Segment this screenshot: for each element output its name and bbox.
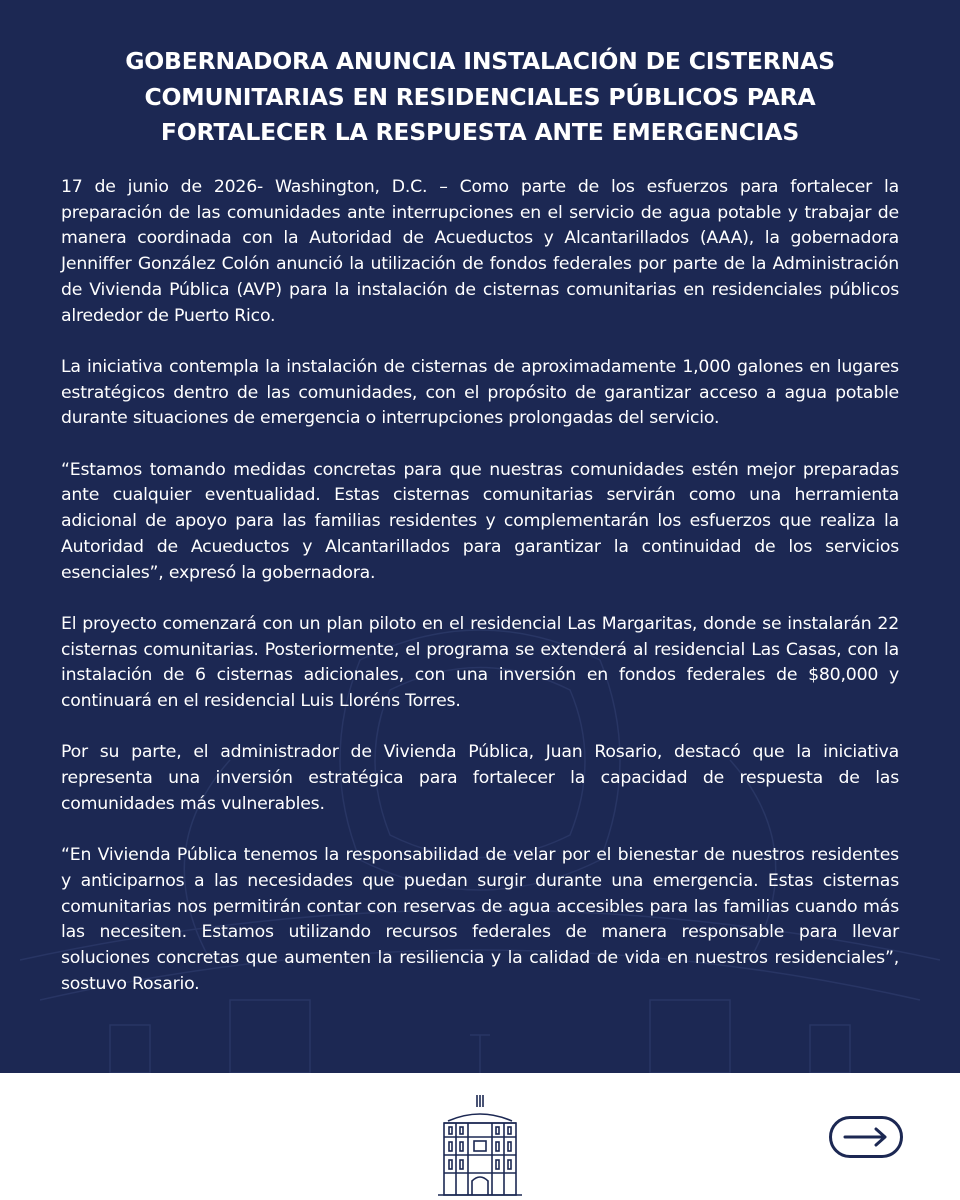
article-body	[61, 175, 899, 1023]
paragraph-administrator: Por su parte, el administrador de Vivienda Pública, Juan Rosario, destacó que la iniciativa representa una inversión estratégica para fortalecer la capacidad de respuesta de las comunidades más vulnerables.	[61, 742, 899, 814]
footer-bar	[0, 1073, 960, 1200]
next-button[interactable]	[829, 1116, 903, 1158]
paragraph-governor-quote: “Estamos tomando medidas concretas para que nuestras comunidades estén mejor preparadas ante cualquier eventualidad. Estas cisternas comunitarias servirán como una herramienta adicional de apoyo para las familias residentes y complementarán los esfuerzos que realiza la Autoridad de Acueductos y Alcantarillados para garantizar la continuidad de los servicios esenciales”, expresó la gobernadora.	[61, 459, 899, 583]
headline-line-1: GOBERNADORA ANUNCIA INSTALACIÓN DE CISTERNAS	[125, 47, 835, 75]
paragraph-administrator-quote: “En Vivienda Pública tenemos la responsabilidad de velar por el bienestar de nuestros residentes y anticiparnos a las necesidades que puedan surgir durante una emergencia. Estas cisternas comunitarias nos permitirán contar con reservas de agua accesibles para las familias cuando más las necesiten. Estamos utilizando recursos federales de manera responsable para llevar soluciones concretas que aumenten la resiliencia y la calidad de vida en nuestros residenciales”, sostuvo Rosario.	[61, 845, 899, 994]
paragraph-initiative: La iniciativa contempla la instalación de cisternas de aproximadamente 1,000 galones en lugares estratégicos dentro de las comunidades, con el propósito de garantizar acceso a agua potable durante situaciones de emergencia o interrupciones prolongadas del servicio.	[61, 356, 899, 429]
arrow-right-icon	[843, 1127, 889, 1147]
paragraph-project: El proyecto comenzará con un plan piloto en el residencial Las Margaritas, donde se instalarán 22 cisternas comunitarias. Posteriormente, el programa se extenderá al residencial Las Casas, con la instalación de 6 cisternas adicionales, con una inversión en fondos federales de $80,000 y continuará en el residencial Luis Lloréns Torres.	[61, 613, 899, 712]
paragraph-dateline: 17 de junio de 2026- Washington, D.C. – Como parte de los esfuerzos para fortalecer la preparación de las comunidades ante interrupciones en el servicio de agua potable y trabajar de manera coordinada con la Autoridad de Acueductos y Alcantarillados (AAA), la gobernadora Jenniffer González Colón anunció la utilización de fondos federales por parte de la Administración de Vivienda Pública (AVP) para la instalación de cisternas comunitarias en residenciales públicos alrededor de Puerto Rico.	[61, 177, 899, 326]
fortaleza-building-icon	[430, 1093, 530, 1198]
headline	[80, 44, 880, 151]
headline-line-2: COMUNITARIAS EN RESIDENCIALES PÚBLICOS PARA	[144, 82, 816, 111]
headline-line-3: FORTALECER LA RESPUESTA ANTE EMERGENCIAS	[160, 118, 800, 146]
